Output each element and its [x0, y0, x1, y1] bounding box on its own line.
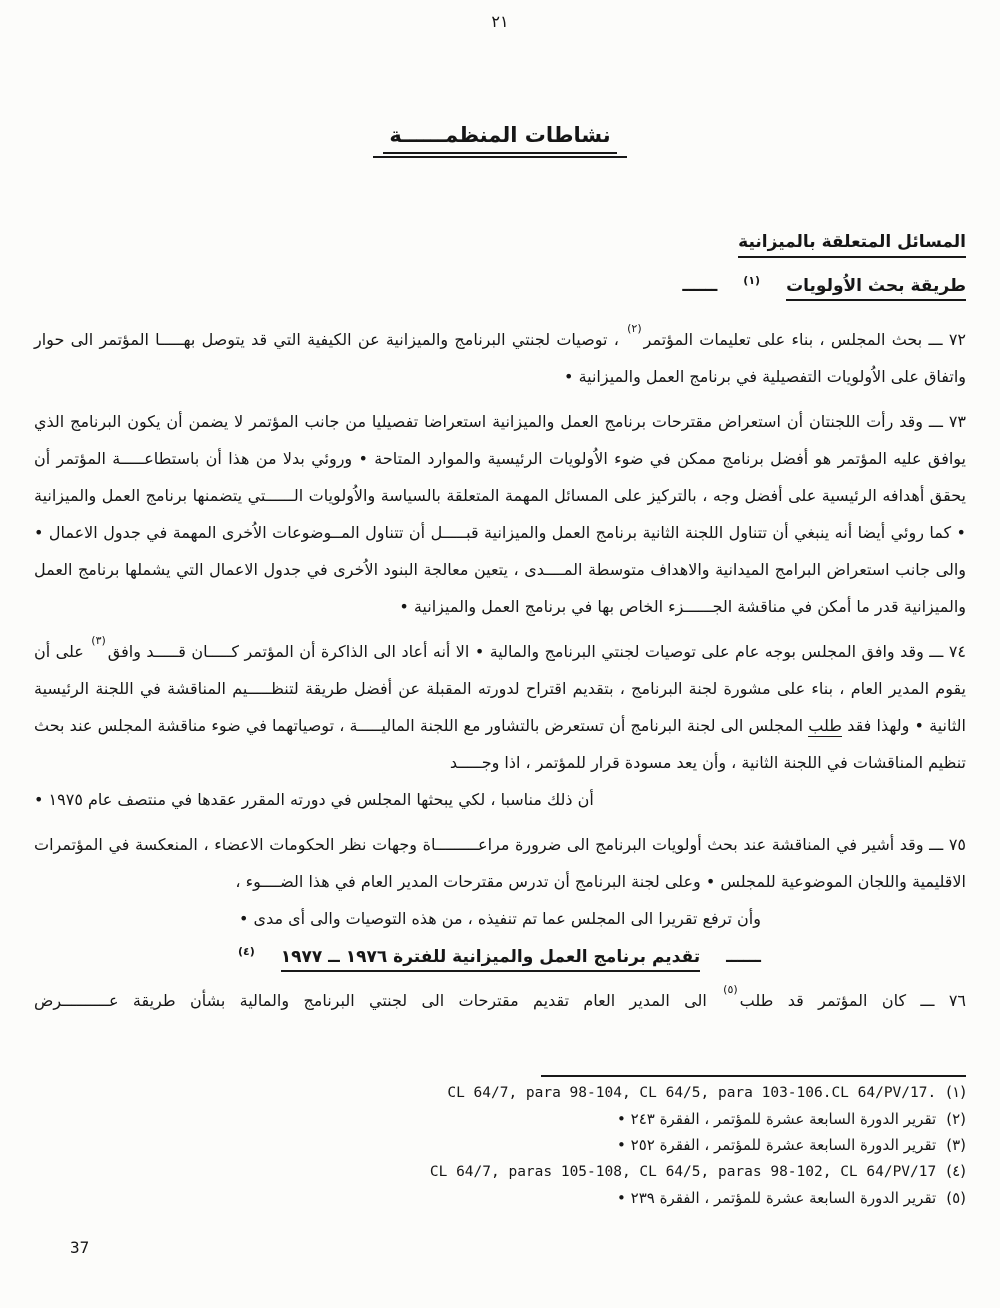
paragraph-73	[34, 403, 966, 625]
footnote-separator-rule	[541, 1075, 966, 1077]
subheading-priorities-text: طريقة بحث الاُولويات	[786, 276, 966, 301]
paragraph-75	[34, 826, 966, 937]
subheading-programme-budget-text: تقديم برنامج العمل والميزانية للفترة ١٩٧٦ ــ ١٩٧٧	[281, 947, 700, 972]
dash-marker: ــــــ	[682, 276, 718, 296]
footnote-number: (٣)	[946, 1136, 966, 1154]
footnote-ref-1: (١)	[743, 274, 761, 287]
paragraph-76	[34, 982, 966, 1019]
footnotes-list	[34, 1079, 966, 1211]
document-title: نشاطات المنظمــــــة	[383, 123, 616, 154]
footnote-ref: (٥)	[723, 982, 738, 996]
subheading-priorities-method	[34, 276, 966, 301]
footnote-row	[34, 1185, 966, 1211]
footnotes-section	[34, 1075, 966, 1211]
paragraph-text-block: ٧٥ ـــ وقد أشير في المناقشة عند بحث أولويات البرنامج الى ضرورة مراعـــــــــاة وجهات نظر الحكومات الاعضاء ، المنعكسة في المؤتمرات الاقليمية واللجان الموضوعية للمجلس • وعلى لجنة البرنامج أن تدرس مقترحات المدير العام في هذا الضــــوء ،	[34, 835, 966, 891]
subheading-programme-budget-1976-77	[34, 947, 761, 972]
footnote-row	[34, 1158, 966, 1185]
page-number-top: ٢١	[491, 12, 509, 31]
footnote-row	[34, 1106, 966, 1132]
footnote-number: (٥)	[946, 1189, 966, 1207]
footnote-number: (٤)	[946, 1162, 966, 1180]
footnote-ref: (٣)	[91, 633, 106, 647]
paragraph-text-block: ٧٤ ـــ وقد وافق المجلس بوجه عام على توصيات لجنتي البرنامج والمالية • الا أنه أعاد الى الذاكرة أن المؤتمر كـــــان قـــــد وافق$^{(٣)}$ على أن يقوم المدير العام ، بناء على مشورة لجنة البرنامج ، بتقديم اقتراح لدورته المقبلة عن أفضل طريقة لتنظـــــيم المناقشة في اللجنة الرئيسية الثانية • ولهذا فقد طلب المجلس الى لجنة البرنامج أن تستعرض بالتشاور مع اللجنة الماليـــــة ، توصياتهما في ضوء مناقشة المجلس عند بحث تنظيم المناقشات في اللجنة الثانية ، وأن يعد مسودة قرار للمؤتمر ، اذا وجـــــد	[34, 633, 967, 772]
section-heading-budget-matters: المسائل المتعلقة بالميزانية	[34, 232, 966, 258]
dash-marker: ــــــ	[726, 947, 761, 967]
footnote-row	[34, 1132, 966, 1158]
paragraph-text-block: ٧٢ ـــ بحث المجلس ، بناء على تعليمات المؤتمر$^{(٢)}$ ، توصيات لجنتي البرنامج والميزانية عن الكيفية التي قد يتوصل بهـــــا المؤتمر الى حوار واتفاق على الاُولويات التفصيلية في برنامج العمل والميزانية •	[34, 321, 966, 386]
paragraph-text-block: وأن ترفع تقريرا الى المجلس عما تم تنفيذه ، من هذه التوصيات والى أى مدى •	[239, 909, 761, 928]
paragraph-text-block: ٧٣ ـــ وقد رأت اللجنتان أن استعراض مقترحات برنامج العمل والميزانية استعراضا تفصيليا من جانب المؤتمر لا يضمن أن يكون البرنامج الذي يوافق عليه المؤتمر هو أفضل برنامج ممكن في ضوء الاُولويات الرئيسية والموارد المتاحة • وروئي بدلا من هذا أن باستطاعـــــة المؤتمر أن يحقق أهدافه الرئيسية على أفضل وجه ، بالتركيز على المسائل المهمة المتعلقة بالسياسة والاُولويات الــــــتي يتضمنها برنامج العمل والميزانية • كما روئي أيضا أنه ينبغي أن تتناول اللجنة الثانية برنامج العمل والميزانية قبـــــل أن تتناول المــوضوعات الاُخرى المهمة في جدول الاعمال • والى جانب استعراض البرامج الميدانية والاهداف متوسطة المــــدى ، يتعين معالجة البنود الاُخرى في جدول الاعمال التي يشملها برنامج العمل والميزانية قدر ما أمكن في مناقشة الجــــــزء الخاص بها في برنامج العمل والميزانية •	[34, 412, 966, 616]
footnote-ref-4: (٤)	[237, 945, 255, 958]
paragraph-72	[34, 321, 966, 395]
footnote-number: (١)	[946, 1083, 966, 1101]
paragraph-text-block: ٧٦ ـــ كان المؤتمر قد طلب$^{(٥)}$ الى المدير العام تقديم مقترحات الى لجنتي البرنامج والمالية بشأن طريقة عــــــــــرض	[34, 982, 967, 1010]
footnote-text: تقرير الدورة السابعة عشرة للمؤتمر ، الفقرة ٢٣٩ •	[617, 1189, 937, 1207]
footnote-row	[34, 1079, 966, 1106]
footnote-text: تقرير الدورة السابعة عشرة للمؤتمر ، الفقرة ٢٥٢ •	[617, 1136, 937, 1154]
footnote-text: تقرير الدورة السابعة عشرة للمؤتمر ، الفقرة ٢٤٣ •	[617, 1110, 937, 1128]
document-title-wrap	[34, 123, 966, 154]
page-number-bottom: 37	[70, 1238, 90, 1257]
footnote-text: CL 64/7, para 98-104, CL 64/5, para 103-106.CL 64/PV/17.	[447, 1085, 937, 1101]
footnote-text: CL 64/7, paras 105-108, CL 64/5, paras 98-102, CL 64/PV/17	[429, 1164, 937, 1180]
paragraph-text-block: أن ذلك مناسبا ، لكي يبحثها المجلس في دورته المقرر عقدها في منتصف عام ١٩٧٥ •	[34, 790, 594, 809]
footnote-ref: (٢)	[627, 321, 642, 335]
paragraph-74	[34, 633, 966, 818]
footnote-number: (٢)	[946, 1110, 966, 1128]
